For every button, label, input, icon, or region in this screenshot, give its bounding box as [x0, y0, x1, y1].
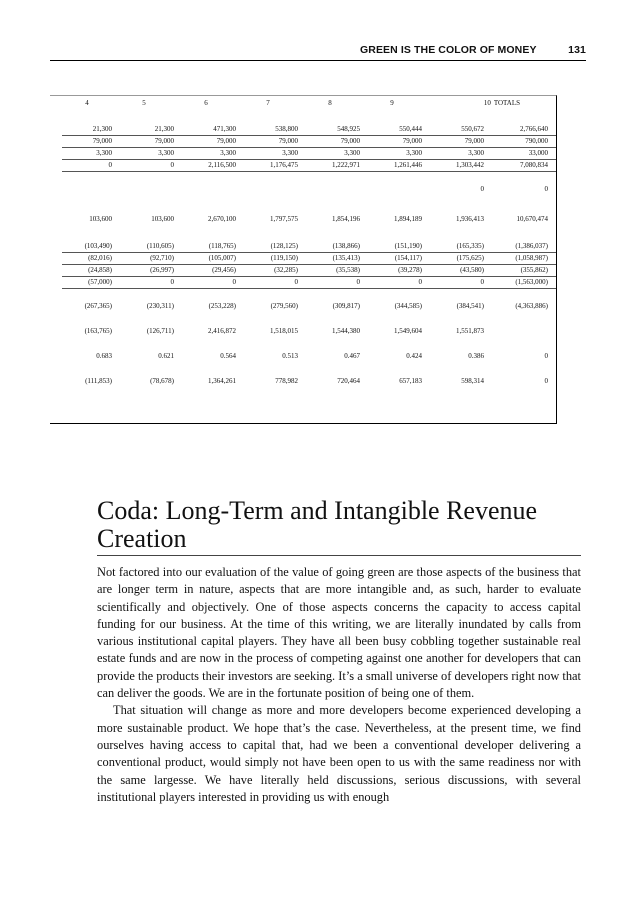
- table-spacer-cell: [50, 298, 62, 314]
- section-heading: Coda: Long-Term and Intangible Revenue Creation: [97, 496, 538, 553]
- table-cell: 0: [300, 277, 362, 289]
- table-cell: (105,007): [176, 253, 238, 265]
- table-cell: 0: [544, 377, 548, 385]
- table-cell: (43,580): [424, 265, 486, 277]
- table-cell: (1,563,000): [486, 277, 550, 289]
- table-gap-cell: [50, 314, 556, 323]
- table-cell: 1,797,575: [270, 215, 298, 223]
- table-row: [50, 181, 556, 197]
- table-cell: [62, 181, 114, 197]
- table-cell: 1,303,442: [424, 160, 486, 172]
- table-row: [50, 211, 556, 227]
- table-cell: (165,335): [424, 241, 486, 253]
- table-cell: 1,551,873: [456, 327, 484, 335]
- table-cell: 0.386: [468, 352, 484, 360]
- table-cell: 1,518,015: [270, 327, 298, 335]
- table-spacer-cell: [50, 136, 62, 148]
- table-gap-cell: [50, 197, 556, 211]
- table-spacer-cell: [50, 96, 62, 110]
- financial-table: [50, 95, 557, 424]
- table-cell: 3,300: [62, 148, 114, 160]
- table-cell: [300, 181, 362, 197]
- table-cell: 10,670,474: [516, 215, 548, 223]
- table-cell: 1,222,971: [300, 160, 362, 172]
- table-gap-row: [50, 289, 556, 299]
- table-gap-row: [50, 110, 556, 124]
- table-row: [50, 265, 556, 277]
- table-cell: 548,925: [300, 124, 362, 136]
- table-cell: (32,285): [238, 265, 300, 277]
- table-cell: (267,365): [84, 302, 112, 310]
- table-cell: (1,386,037): [486, 241, 550, 253]
- table-row: [50, 253, 556, 265]
- table-cell: (355,862): [486, 265, 550, 277]
- table-cell: 0: [62, 160, 114, 172]
- table-row: [50, 298, 556, 314]
- page-number: 131: [568, 44, 586, 56]
- table-row: [50, 373, 556, 389]
- table-cell: (135,413): [300, 253, 362, 265]
- table-spacer-cell: [550, 211, 556, 227]
- table-cell: 79,000: [424, 136, 486, 148]
- table-row: [50, 277, 556, 289]
- table-cell: 0: [114, 160, 176, 172]
- table-row: [50, 124, 556, 136]
- table-header-cell: 5: [142, 99, 146, 107]
- table-cell: 0: [544, 352, 548, 360]
- table-spacer-cell: [550, 96, 556, 110]
- table-cell: (24,858): [62, 265, 114, 277]
- table-cell: 1,364,261: [208, 377, 236, 385]
- table-cell: (344,585): [394, 302, 422, 310]
- table-cell: 0: [238, 277, 300, 289]
- table-cell: 1,549,604: [394, 327, 422, 335]
- table-header-cell: 6: [204, 99, 208, 107]
- table-cell: (309,817): [332, 302, 360, 310]
- table-header-cell: 9: [390, 99, 394, 107]
- table-cell: 7,080,834: [486, 160, 550, 172]
- table-spacer-cell: [550, 241, 556, 253]
- table-cell: 720,464: [337, 377, 360, 385]
- table-cell: [362, 181, 424, 197]
- table-spacer-cell: [50, 348, 62, 364]
- table-cell: (82,016): [62, 253, 114, 265]
- table-cell: 3,300: [300, 148, 362, 160]
- table-cell: 0: [176, 277, 238, 289]
- table-spacer-cell: [50, 277, 62, 289]
- table-gap-cell: [50, 110, 556, 124]
- table-cell: 33,000: [486, 148, 550, 160]
- table-gap-cell: [50, 227, 556, 241]
- table-gap-row: [50, 172, 556, 182]
- table-spacer-cell: [550, 124, 556, 136]
- table-cell: 2,766,640: [486, 124, 550, 136]
- table-cell: 79,000: [238, 136, 300, 148]
- table-row: [50, 148, 556, 160]
- table-spacer-cell: [550, 253, 556, 265]
- table-cell: 21,300: [62, 124, 114, 136]
- table-cell: 1,894,189: [394, 215, 422, 223]
- table-cell: (29,456): [176, 265, 238, 277]
- table-cell: 0.424: [406, 352, 422, 360]
- table-spacer-cell: [550, 298, 556, 314]
- financial-table-grid: [50, 96, 556, 389]
- table-cell: (279,560): [270, 302, 298, 310]
- table-gap-cell: [50, 289, 556, 299]
- table-cell: [114, 181, 176, 197]
- table-gap-cell: [50, 172, 556, 182]
- table-cell: 0.467: [344, 352, 360, 360]
- table-spacer-cell: [550, 136, 556, 148]
- table-cell: 471,300: [176, 124, 238, 136]
- table-cell: 79,000: [114, 136, 176, 148]
- table-cell: (57,000): [62, 277, 114, 289]
- table-gap-row: [50, 314, 556, 323]
- table-cell: (118,765): [176, 241, 238, 253]
- table-cell: (175,625): [424, 253, 486, 265]
- table-cell: (119,150): [238, 253, 300, 265]
- table-cell: 3,300: [176, 148, 238, 160]
- table-cell: (92,710): [114, 253, 176, 265]
- table-cell: (163,765): [84, 327, 112, 335]
- table-spacer-cell: [50, 241, 62, 253]
- table-spacer-cell: [50, 373, 62, 389]
- table-cell: 79,000: [300, 136, 362, 148]
- table-cell: 1,544,380: [332, 327, 360, 335]
- table-cell: (126,711): [146, 327, 174, 335]
- table-gap-cell: [50, 339, 556, 348]
- table-cell: 598,314: [461, 377, 484, 385]
- table-header-row: [50, 96, 556, 110]
- table-cell: 550,444: [362, 124, 424, 136]
- table-row: [50, 160, 556, 172]
- paragraph-2: That situation will change as more and more developers become experienced developing a more sustainable product. We hope that’s the case. Nevertheless, at the present time, we find ourselves having access to capital that, had we been a conventional developer delivering a conventional product, would simply not have been open to us with the same readiness nor with the same largesse. We have literally held discussions, serious discussions, with several institutional players interested in providing us with enough: [97, 703, 581, 804]
- body-text: [97, 564, 581, 806]
- table-spacer-cell: [50, 253, 62, 265]
- table-cell: (111,853): [85, 377, 112, 385]
- table-cell: 3,300: [424, 148, 486, 160]
- table-header-cell: 8: [328, 99, 332, 107]
- table-cell: 103,600: [89, 215, 112, 223]
- table-cell: 0.513: [282, 352, 298, 360]
- table-header-label: TOTALS: [493, 99, 520, 107]
- table-spacer-cell: [550, 348, 556, 364]
- table-spacer-cell: [50, 181, 62, 197]
- table-row: [50, 323, 556, 339]
- table-cell: [238, 181, 300, 197]
- table-header-cell: [424, 96, 550, 110]
- paragraph-1: Not factored into our evaluation of the value of going green are those aspects of the business that are longer term in nature, aspects that are more intangible and, as such, harder to evaluate scientifically and objectively. One of those aspects concerns the capacity to access capital funding for our business. At the time of this writing, we are literally inundated by calls from various institutional capital players. They have all been busy cobbling together sustainable real estate funds and are now in the process of competing against one another for developers that can provide the products their investors are seeking. It’s a small universe of developers right now that can deliver the goods. We are in the fortunate position of being one of them.: [97, 565, 581, 701]
- table-cell: 0.621: [158, 352, 174, 360]
- table-header-cell: 4: [85, 99, 89, 107]
- running-head-title: GREEN IS THE COLOR OF MONEY: [360, 44, 537, 56]
- table-gap-row: [50, 227, 556, 241]
- table-cell: 3,300: [362, 148, 424, 160]
- table-cell: 2,416,872: [208, 327, 236, 335]
- table-cell: 0: [424, 277, 486, 289]
- table-cell: 0: [480, 185, 484, 193]
- table-cell: 778,982: [275, 377, 298, 385]
- table-cell: 0: [362, 277, 424, 289]
- section-heading-rule: [97, 555, 581, 556]
- table-cell: 79,000: [62, 136, 114, 148]
- table-cell: 1,854,196: [332, 215, 360, 223]
- table-cell: 79,000: [176, 136, 238, 148]
- table-gap-row: [50, 197, 556, 211]
- table-cell: 2,670,100: [208, 215, 236, 223]
- table-cell: 79,000: [362, 136, 424, 148]
- table-cell: 1,936,413: [456, 215, 484, 223]
- table-cell: 1,261,446: [362, 160, 424, 172]
- table-cell: 3,300: [114, 148, 176, 160]
- table-gap-row: [50, 339, 556, 348]
- table-cell: 3,300: [238, 148, 300, 160]
- table-spacer-cell: [550, 148, 556, 160]
- table-cell: 790,000: [486, 136, 550, 148]
- table-cell: 0.564: [220, 352, 236, 360]
- table-cell: 550,672: [424, 124, 486, 136]
- table-cell: (26,997): [114, 265, 176, 277]
- table-cell: [486, 323, 550, 339]
- table-cell: (103,490): [62, 241, 114, 253]
- table-cell: 1,176,475: [238, 160, 300, 172]
- table-cell: (110,605): [114, 241, 176, 253]
- table-cell: 0: [544, 185, 548, 193]
- table-cell: (39,278): [362, 265, 424, 277]
- running-head: [360, 42, 586, 58]
- table-row: [50, 241, 556, 253]
- table-spacer-cell: [550, 277, 556, 289]
- table-cell: 103,600: [151, 215, 174, 223]
- table-cell: (384,541): [456, 302, 484, 310]
- table-spacer-cell: [50, 148, 62, 160]
- table-spacer-cell: [550, 265, 556, 277]
- table-gap-cell: [50, 364, 556, 373]
- table-cell: (151,190): [362, 241, 424, 253]
- running-head-rule: [50, 60, 586, 61]
- table-spacer-cell: [550, 181, 556, 197]
- table-gap-row: [50, 364, 556, 373]
- table-spacer-cell: [50, 160, 62, 172]
- table-cell: (78,678): [150, 377, 174, 385]
- table-cell: (154,117): [362, 253, 424, 265]
- table-cell: (128,125): [238, 241, 300, 253]
- table-cell: (138,866): [300, 241, 362, 253]
- table-cell: 2,116,500: [176, 160, 238, 172]
- table-header-label: 10: [483, 99, 491, 107]
- table-header-cell: 7: [266, 99, 270, 107]
- table-cell: 0: [114, 277, 176, 289]
- table-cell: (253,228): [208, 302, 236, 310]
- table-cell: 0.683: [96, 352, 112, 360]
- table-cell: 21,300: [114, 124, 176, 136]
- table-spacer-cell: [50, 265, 62, 277]
- table-cell: (1,058,987): [486, 253, 550, 265]
- table-row: [50, 348, 556, 364]
- table-cell: (4,363,886): [515, 302, 548, 310]
- table-row: [50, 136, 556, 148]
- table-spacer-cell: [550, 160, 556, 172]
- table-spacer-cell: [50, 323, 62, 339]
- table-spacer-cell: [550, 323, 556, 339]
- table-cell: [176, 181, 238, 197]
- table-cell: 657,183: [399, 377, 422, 385]
- table-cell: 538,800: [238, 124, 300, 136]
- table-spacer-cell: [50, 211, 62, 227]
- table-cell: (35,538): [300, 265, 362, 277]
- table-spacer-cell: [550, 373, 556, 389]
- table-cell: (230,311): [146, 302, 174, 310]
- table-spacer-cell: [50, 124, 62, 136]
